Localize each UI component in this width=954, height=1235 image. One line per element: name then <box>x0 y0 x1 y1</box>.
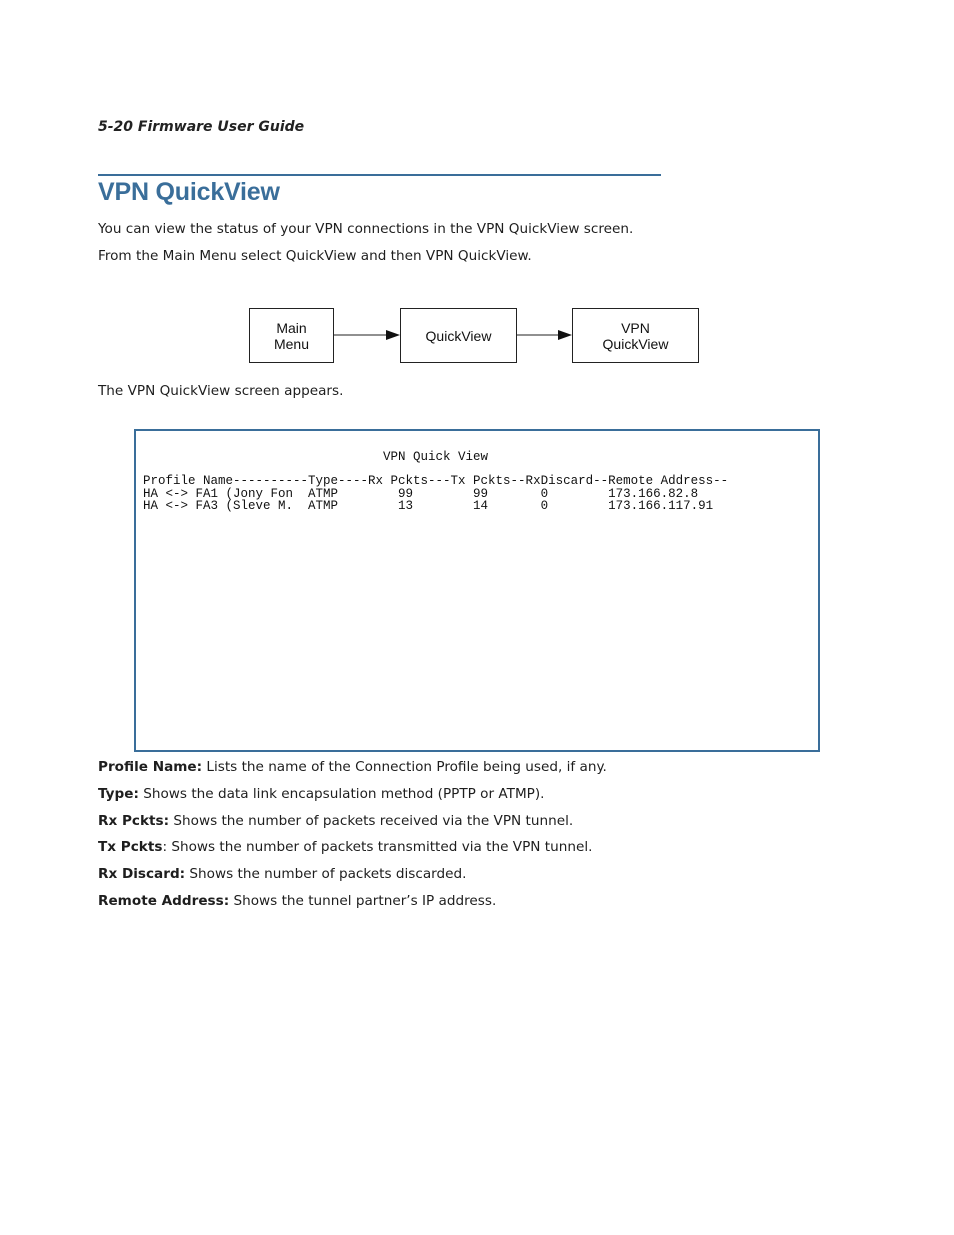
flow-arrows <box>0 0 954 400</box>
intro-paragraph-2: From the Main Menu select QuickView and then VPN QuickView. <box>98 248 532 264</box>
definition-text: Shows the number of packets discarded. <box>185 866 467 882</box>
definition-rx-pckts <box>98 813 573 829</box>
flow-arrowhead-2 <box>558 330 572 340</box>
definition-term: Remote Address: <box>98 893 230 909</box>
definition-text: Shows the tunnel partner’s IP address. <box>229 893 497 909</box>
screen-header-line: Profile Name----------Type----Rx Pckts---Tx Pckts--RxDiscard--Remote Address-- <box>143 474 729 488</box>
running-header: 5-20 Firmware User Guide <box>98 119 305 135</box>
definition-term: Tx Pckts <box>98 839 163 855</box>
definition-term: Rx Discard: <box>98 866 186 882</box>
flow-label: VPN <box>621 319 650 336</box>
flow-label: Menu <box>273 335 310 352</box>
screen-row: HA <-> FA3 (Sleve M. ATMP 13 14 0 173.166.117.91 <box>143 499 714 513</box>
definition-rx-discard <box>98 866 466 882</box>
screen-table <box>143 475 728 513</box>
section-title: VPN QuickView <box>98 178 280 206</box>
definition-text: : Shows the number of packets transmitted via the VPN tunnel. <box>162 839 593 855</box>
flow-label: Main <box>276 319 307 336</box>
definition-term: Rx Pckts: <box>98 813 170 829</box>
screen-title: VPN Quick View <box>383 450 489 464</box>
definition-tx-pckts <box>98 839 592 855</box>
flow-label: QuickView <box>425 327 492 344</box>
screen-appears-text: The VPN QuickView screen appears. <box>98 383 344 399</box>
definition-remote-address <box>98 893 496 909</box>
definition-text: Shows the number of packets received via the VPN tunnel. <box>169 813 574 829</box>
flow-label: QuickView <box>602 335 669 352</box>
screen-row: HA <-> FA1 (Jony Fon ATMP 99 99 0 173.166.82.8 <box>143 486 699 501</box>
definition-text: Lists the name of the Connection Profile being used, if any. <box>202 759 607 775</box>
definition-term: Profile Name: <box>98 759 203 775</box>
definition-profile-name <box>98 759 607 775</box>
definition-text: Shows the data link encapsulation method (PPTP or ATMP). <box>138 786 545 802</box>
flow-arrowhead-1 <box>386 330 400 340</box>
intro-paragraph-1: You can view the status of your VPN connections in the VPN QuickView screen. <box>98 221 634 237</box>
definition-type <box>98 786 545 802</box>
vpn-quickview-screen <box>134 429 820 752</box>
definition-term: Type: <box>98 786 139 802</box>
